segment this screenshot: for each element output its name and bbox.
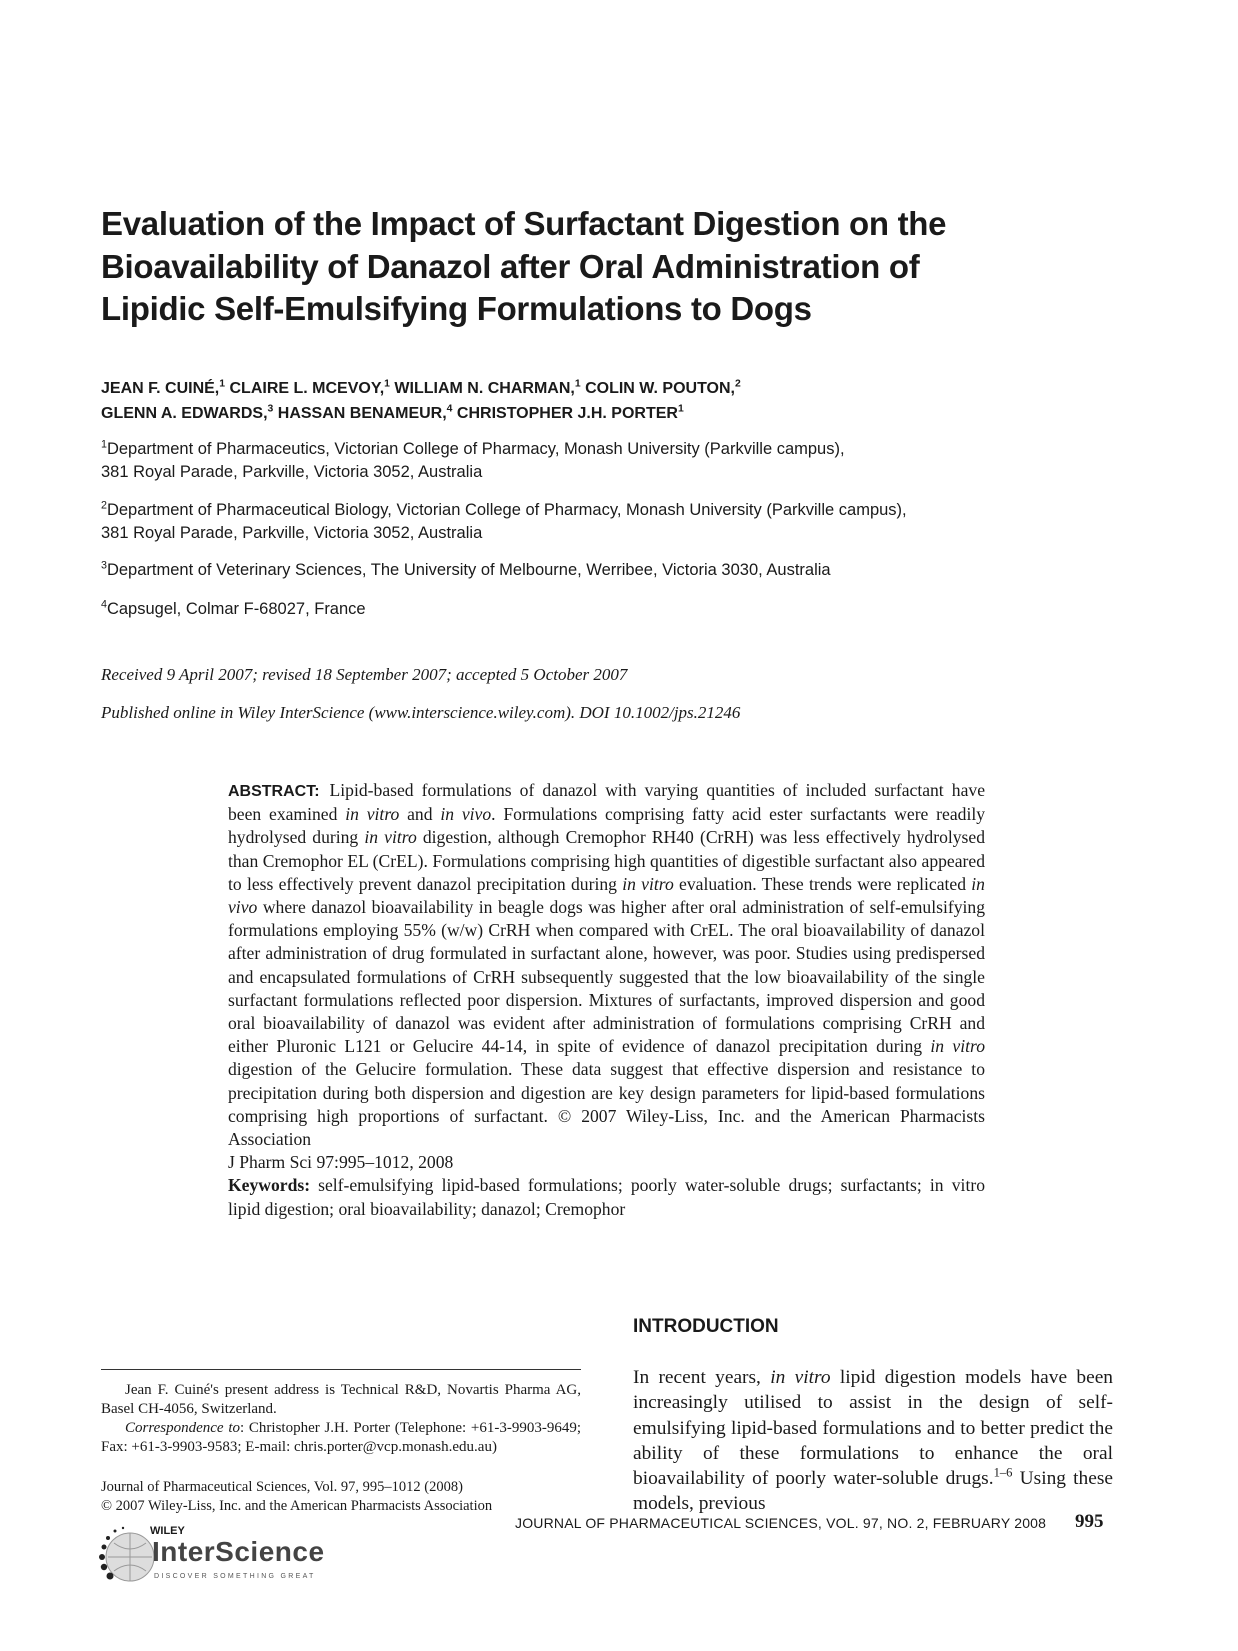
- affiliation-3: $^3$Department of Veterinary Sciences, The University of Melbourne, Werribee, Victoria 3030, Australia: [101, 559, 831, 579]
- author: HASSAN BENAMEUR,$^4$: [277, 403, 453, 422]
- present-address: Jean F. Cuiné's present address is Technical R&D, Novartis Pharma AG, Basel CH-4056, Switzerland.: [101, 1382, 581, 1417]
- title-line: Bioavailability of Danazol after Oral Administration of: [101, 247, 920, 285]
- wiley-interscience-logo: [98, 1525, 358, 1585]
- author: GLENN A. EDWARDS,$^3$: [101, 403, 274, 422]
- logo-wiley: WILEY: [150, 1525, 185, 1537]
- published-online: Published online in Wiley InterScience (www.interscience.wiley.com). DOI 10.1002/jps.21246: [101, 703, 741, 722]
- affiliation-2: $^2$Department of Pharmaceutical Biology, Victorian College of Pharmacy, Monash University (Parkville campus), 381 Royal Parade, Parkville, Victoria 3052, Australia: [101, 499, 907, 542]
- keywords-label: Keywords:: [228, 1175, 311, 1196]
- page-number: 995: [1075, 1511, 1104, 1532]
- footnote-divider: [101, 1369, 581, 1370]
- author: JEAN F. CUINÉ,$^1$: [101, 378, 226, 397]
- keywords: Keywords: self-emulsifying lipid-based formulations; poorly water-soluble drugs; surfactants; in vitro lipid digestion; oral bioavailability; danazol; Cremophor: [228, 1175, 985, 1219]
- globe-icon: [98, 1525, 158, 1587]
- title-line: Lipidic Self-Emulsifying Formulations to Dogs: [101, 290, 812, 327]
- affiliation-4: $^4$Capsugel, Colmar F-68027, France: [101, 598, 366, 618]
- abstract-label: ABSTRACT:: [228, 783, 320, 800]
- author: CLAIRE L. MCEVOY,$^1$: [229, 378, 390, 397]
- title-line: Evaluation of the Impact of Surfactant Digestion on the: [101, 205, 947, 242]
- correspondence: Correspondence to: Christopher J.H. Porter (Telephone: +61-3-9903-9649; Fax: +61-3-9903-9583; E-mail: chris.porter@vcp.monash.edu.au): [101, 1420, 581, 1455]
- affiliation-1: $^1$Department of Pharmaceutics, Victorian College of Pharmacy, Monash University (Parkville campus), 381 Royal Parade, Parkville, Victoria 3052, Australia: [101, 438, 845, 481]
- reference-link[interactable]: 1–6: [993, 1465, 1013, 1480]
- author: WILLIAM N. CHARMAN,$^1$: [394, 378, 581, 397]
- logo-tagline: DISCOVER SOMETHING GREAT: [154, 1573, 316, 1580]
- introduction-text: In recent years, in vitro lipid digestion models have been increasingly utilised to assist in the design of self-emulsifying lipid-based formulations and to better predict the ability of these formulations to enhance the oral bioavailability of poorly water-soluble drugs.$^{1-6}$ Using these models, previous: [633, 1367, 1113, 1515]
- footnote: [101, 1381, 581, 1457]
- journal-info: Journal of Pharmaceutical Sciences, Vol. 97, 995–1012 (2008) © 2007 Wiley-Liss, Inc. and the American Pharmacists Association: [101, 1479, 493, 1514]
- received-dates: Received 9 April 2007; revised 18 September 2007; accepted 5 October 2007: [101, 665, 628, 684]
- running-footer: JOURNAL OF PHARMACEUTICAL SCIENCES, VOL. 97, NO. 2, FEBRUARY 2008: [515, 1515, 1047, 1531]
- section-heading-introduction: INTRODUCTION: [633, 1316, 779, 1337]
- author: CHRISTOPHER J.H. PORTER$^1$: [456, 403, 684, 422]
- abstract: ABSTRACT: Lipid-based formulations of danazol with varying quantities of included surfactant have been examined in vitro and in vivo. Formulations comprising fatty acid ester surfactants were readily hydrolysed during in vitro digestion, although Cremophor RH40 (CrRH) was less effectively hydrolysed than Cremophor EL (CrEL). Formulations comprising high quantities of digestible surfactant also appeared to less effectively prevent danazol precipitation during in vitro evaluation. These trends were replicated in vivo where danazol bioavailability in beagle dogs was higher after oral administration of self-emulsifying formulations employing 55% (w/w) CrRH when compared with CrEL. The oral bioavailability of danazol after administration of drug formulated in surfactant alone, however, was poor. Studies using predispersed and encapsulated formulations of CrRH subsequently suggested that the low bioavailability of the single surfactant formulations reflected poor dispersion. Mixtures of surfactants, improved dispersion and good oral bioavailability of danazol was evident after administration of formulations comprising CrRH and either Pluronic L121 or Gelucire 44-14, in spite of evidence of danazol precipitation during in vitro digestion of the Gelucire formulation. These data suggest that effective dispersion and resistance to precipitation during both dispersion and digestion are key design parameters for lipid-based formulations comprising high proportions of surfactant. © 2007 Wiley-Liss, Inc. and the American Pharmacists Association J Pharm Sci 97:995–1012, 2008 Keywords: self-emulsifying lipid-based formulations; poorly water-soluble drugs; surfactants; in vitro lipid digestion; oral bioavailability; danazol; Cremophor: [228, 779, 985, 1221]
- author: COLIN W. POUTON,$^2$: [585, 378, 741, 397]
- journal-citation: J Pharm Sci 97:995–1012, 2008: [228, 1152, 454, 1173]
- article-title: [101, 203, 1121, 331]
- logo-name: InterScience: [152, 1536, 325, 1567]
- author-list: [101, 376, 1121, 426]
